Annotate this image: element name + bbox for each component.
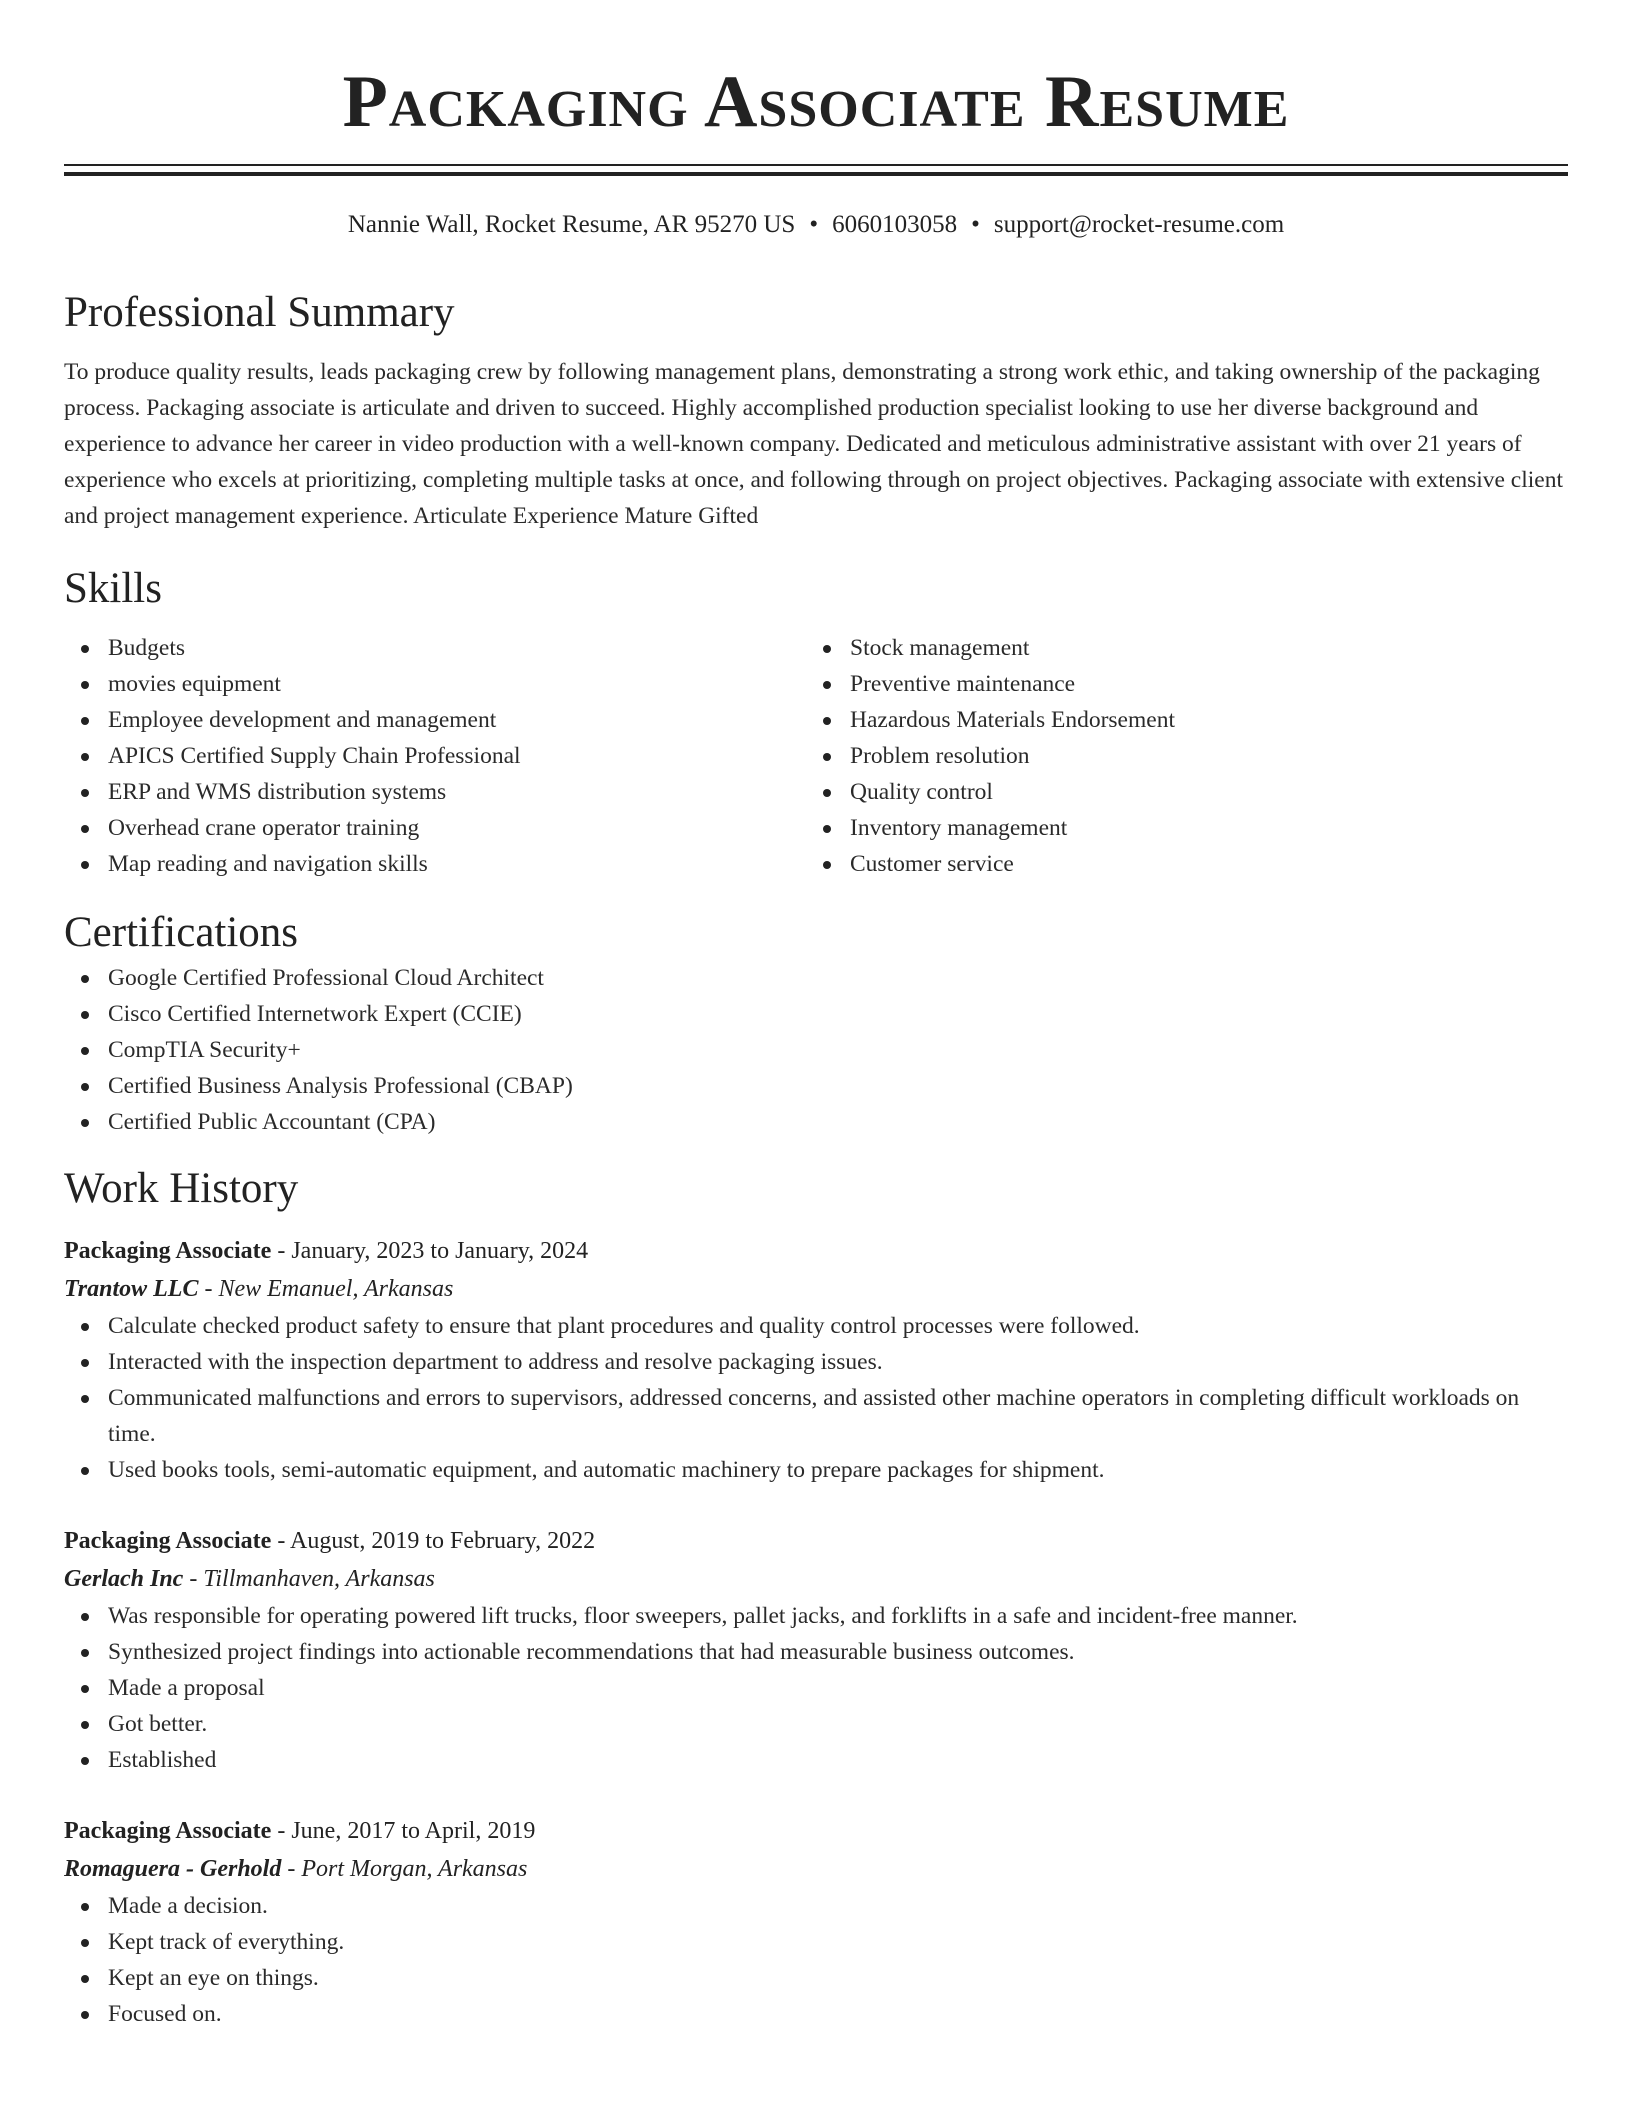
contact-separator: •	[971, 211, 980, 238]
job-role: Packaging Associate	[64, 1238, 272, 1264]
list-item: Made a decision.	[64, 1888, 1568, 1924]
job-duties-list	[64, 1598, 1568, 1778]
contact-phone: 6060103058	[832, 211, 958, 238]
job-location: - Port Morgan, Arkansas	[281, 1856, 528, 1882]
skills-list-right	[806, 630, 1548, 882]
list-item: Interacted with the inspection department to address and resolve packaging issues.	[64, 1344, 1568, 1380]
list-item: Made a proposal	[64, 1670, 1568, 1706]
list-item: Was responsible for operating powered lift trucks, floor sweepers, pallet jacks, and forklifts in a safe and incident-free manner.	[64, 1598, 1568, 1634]
list-item: Google Certified Professional Cloud Architect	[64, 960, 1568, 996]
list-item: Map reading and navigation skills	[64, 846, 806, 882]
contact-address: Nannie Wall, Rocket Resume, AR 95270 US	[347, 211, 796, 238]
list-item: Certified Public Accountant (CPA)	[64, 1104, 1568, 1140]
list-item: APICS Certified Supply Chain Professional	[64, 738, 806, 774]
title-divider-thick	[64, 172, 1568, 176]
job-role: Packaging Associate	[64, 1528, 272, 1554]
title-divider-thin	[64, 164, 1568, 166]
job-company: Gerlach Inc	[64, 1566, 184, 1592]
list-item: Established	[64, 1742, 1568, 1778]
list-item: Stock management	[806, 630, 1548, 666]
skills-heading: Skills	[64, 565, 162, 612]
list-item: CompTIA Security+	[64, 1032, 1568, 1068]
job-employer	[64, 1270, 1568, 1308]
job-dates: - June, 2017 to April, 2019	[271, 1818, 536, 1844]
list-item: movies equipment	[64, 666, 806, 702]
list-item: Hazardous Materials Endorsement	[806, 702, 1548, 738]
summary-heading: Professional Summary	[64, 289, 455, 336]
list-item: Focused on.	[64, 1996, 1568, 2032]
list-item: Cisco Certified Internetwork Expert (CCIE)	[64, 996, 1568, 1032]
work-history-heading: Work History	[64, 1165, 299, 1212]
list-item: Budgets	[64, 630, 806, 666]
job-role: Packaging Associate	[64, 1818, 272, 1844]
job-location: - New Emanuel, Arkansas	[198, 1276, 454, 1302]
skills-list-left	[64, 630, 806, 882]
job-company: Trantow LLC	[64, 1276, 199, 1302]
job-dates: - August, 2019 to February, 2022	[271, 1528, 596, 1554]
skills-columns	[64, 630, 1568, 882]
list-item: Problem resolution	[806, 738, 1548, 774]
list-item: Synthesized project findings into actionable recommendations that had measurable business outcomes.	[64, 1634, 1568, 1670]
contact-email: support@rocket-resume.com	[993, 211, 1285, 238]
list-item: Employee development and management	[64, 702, 806, 738]
list-item: Kept track of everything.	[64, 1924, 1568, 1960]
list-item: Calculate checked product safety to ensure that plant procedures and quality control processes were followed.	[64, 1308, 1568, 1344]
job-company: Romaguera - Gerhold	[64, 1856, 282, 1882]
contact-line	[64, 208, 1568, 242]
list-item: Quality control	[806, 774, 1548, 810]
list-item: Inventory management	[806, 810, 1548, 846]
list-item: Used books tools, semi-automatic equipment, and automatic machinery to prepare packages for shipment.	[64, 1452, 1568, 1488]
job-entry	[64, 1522, 1568, 1778]
list-item: Customer service	[806, 846, 1548, 882]
job-employer	[64, 1850, 1568, 1888]
job-location: - Tillmanhaven, Arkansas	[183, 1566, 435, 1592]
list-item: ERP and WMS distribution systems	[64, 774, 806, 810]
job-duties-list	[64, 1308, 1568, 1488]
summary-text: To produce quality results, leads packaging crew by following management plans, demonstrating a strong work ethic, and taking ownership of the packaging process. Packaging associate is articulate and driven to succeed. Highly accomplished production specialist looking to use her diverse background and experience to advance her career in video production with a well-known company. Dedicated and meticulous administrative assistant with over 21 years of experience who excels at prioritizing, completing multiple tasks at once, and following through on project objectives. Packaging associate with extensive client and project management experience. Articulate Experience Mature Gifted	[64, 359, 1563, 529]
job-entry	[64, 1812, 1568, 2032]
list-item: Communicated malfunctions and errors to supervisors, addressed concerns, and assisted other machine operators in completing difficult workloads on time.	[64, 1380, 1568, 1452]
job-header	[64, 1812, 1568, 1850]
job-dates: - January, 2023 to January, 2024	[271, 1238, 589, 1264]
job-header	[64, 1522, 1568, 1560]
certifications-list	[64, 960, 1568, 1140]
contact-separator: •	[809, 211, 819, 238]
list-item: Preventive maintenance	[806, 666, 1548, 702]
resume-page	[64, 0, 1568, 2032]
certifications-heading: Certifications	[64, 909, 299, 956]
list-item: Certified Business Analysis Professional (CBAP)	[64, 1068, 1568, 1104]
job-header	[64, 1232, 1568, 1270]
job-duties-list	[64, 1888, 1568, 2032]
list-item: Overhead crane operator training	[64, 810, 806, 846]
page-title: Packaging Associate Resume	[342, 61, 1290, 143]
job-employer	[64, 1560, 1568, 1598]
skills-column-left	[64, 630, 806, 882]
list-item: Got better.	[64, 1706, 1568, 1742]
job-entry	[64, 1232, 1568, 1488]
skills-column-right	[806, 630, 1548, 882]
list-item: Kept an eye on things.	[64, 1960, 1568, 1996]
